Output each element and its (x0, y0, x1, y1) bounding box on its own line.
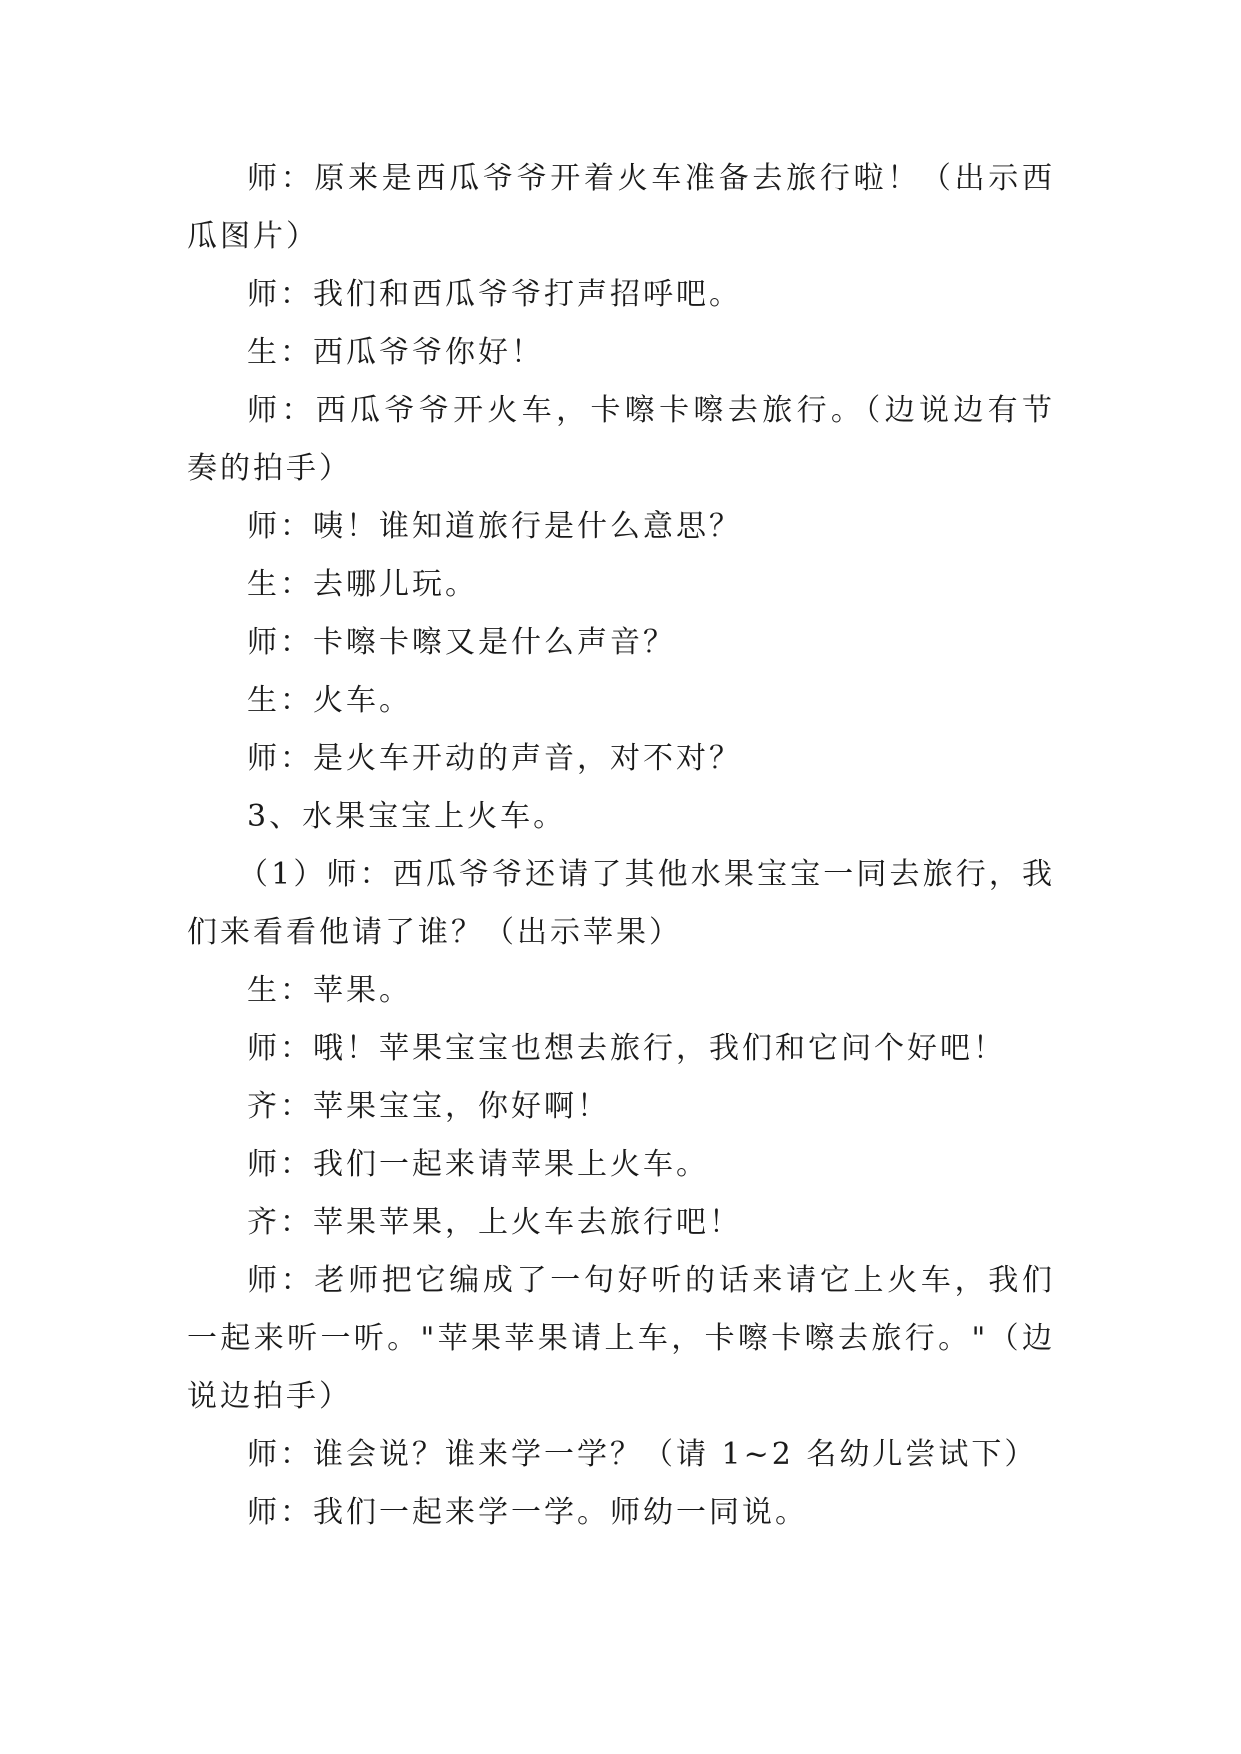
paragraph: 师：哦！苹果宝宝也想去旅行，我们和它问个好吧！ (247, 1031, 1006, 1066)
section-heading: 3、水果宝宝上火车。 (247, 799, 567, 834)
paragraph: 生：西瓜爷爷你好！ (247, 335, 544, 370)
paragraph: 生：苹果。 (247, 973, 412, 1008)
paragraph: 师：咦！谁知道旅行是什么意思？ (247, 509, 742, 544)
paragraph: 师：老师把它编成了一句好听的话来请它上火车，我们一起来听一听。"苹果苹果请上车，卡嚓卡嚓去旅行。"（边说边拍手） (187, 1263, 1055, 1414)
paragraph: （1）师：西瓜爷爷还请了其他水果宝宝一同去旅行，我们来看看他请了谁？（出示苹果） (187, 857, 1055, 950)
paragraph: 生：火车。 (247, 683, 412, 718)
paragraph: 齐：苹果宝宝，你好啊！ (247, 1089, 610, 1124)
paragraph: 师：谁会说？谁来学一学？（请 1~2 名幼儿尝试下） (247, 1437, 1038, 1472)
paragraph: 师：卡嚓卡嚓又是什么声音？ (247, 625, 676, 660)
paragraph: 师：我们一起来学一学。师幼一同说。 (247, 1495, 808, 1530)
document-body (187, 150, 1055, 1542)
paragraph: 师：西瓜爷爷开火车，卡嚓卡嚓去旅行。（边说边有节奏的拍手） (187, 393, 1055, 486)
paragraph: 师：原来是西瓜爷爷开着火车准备去旅行啦！（出示西瓜图片） (187, 161, 1055, 254)
paragraph: 生：去哪儿玩。 (247, 567, 478, 602)
paragraph: 师：我们和西瓜爷爷打声招呼吧。 (247, 277, 742, 312)
paragraph: 齐：苹果苹果，上火车去旅行吧！ (247, 1205, 742, 1240)
paragraph: 师：是火车开动的声音，对不对？ (247, 741, 742, 776)
paragraph: 师：我们一起来请苹果上火车。 (247, 1147, 709, 1182)
